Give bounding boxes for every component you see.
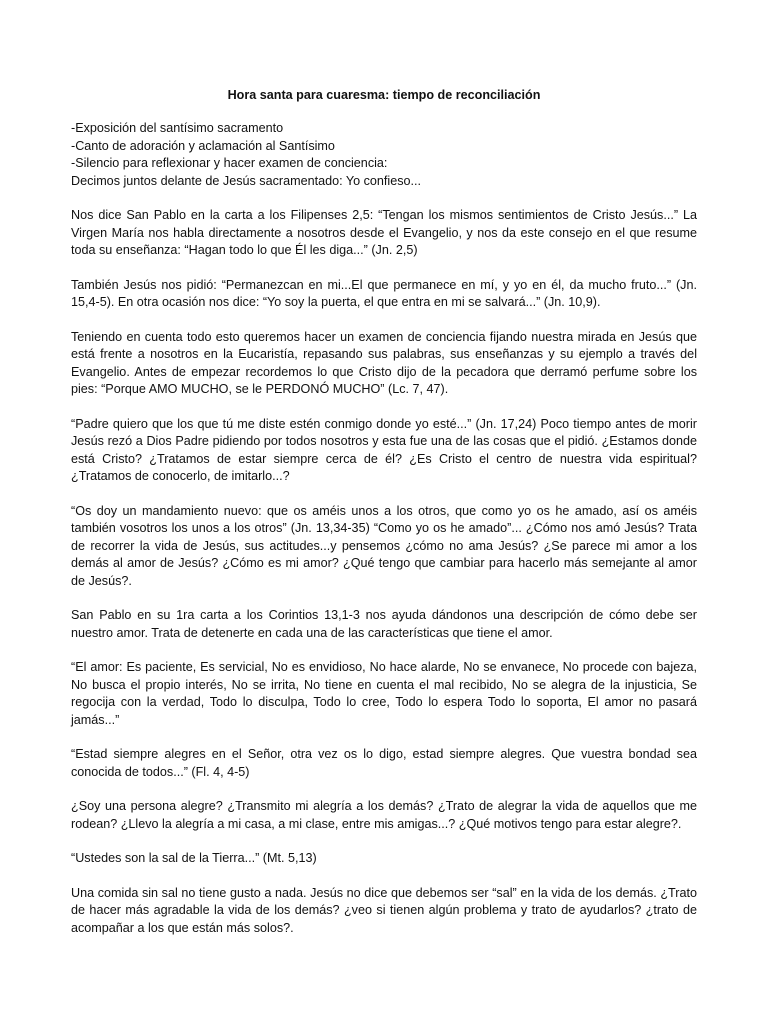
- list-item: -Exposición del santísimo sacramento: [71, 121, 284, 135]
- paragraph: Teniendo en cuenta todo esto queremos hacer un examen de conciencia fijando nuestra mirada en Jesús que está frente a nosotros en la Eucaristía, repasando sus palabras, sus enseñanzas y su ejemplo a través del Evangelio. Antes de empezar recordemos lo que Cristo dijo de la pecadora que derramó perfume sobre los pies: “Porque AMO MUCHO, se le PERDONÓ MUCHO” (Lc. 7, 47).: [71, 329, 697, 396]
- paragraph: Nos dice San Pablo en la carta a los Filipenses 2,5: “Tengan los mismos sentimientos de Cristo Jesús...” La Virgen María nos habla directamente a nosotros desde el Evangelio, y nos da este consejo en el que resume toda su enseñanza: “Hagan todo lo que Él les diga...” (Jn. 2,5): [71, 208, 697, 257]
- document-title: Hora santa para cuaresma: tiempo de reconciliación: [227, 88, 541, 102]
- paragraph: “Estad siempre alegres en el Señor, otra vez os lo digo, estad siempre alegres. Que vuestra bondad sea conocida de todos...” (Fl. 4, 4-5): [71, 747, 697, 779]
- paragraph: “Padre quiero que los que tú me diste estén conmigo donde yo esté...” (Jn. 17,24) Poco tiempo antes de morir Jesús rezó a Dios Padre pidiendo por todos nosotros y esta fue una de las cosas que el pidió. ¿Estamos donde está Cristo? ¿Tratamos de estar siempre cerca de él? ¿Es Cristo el centro de nuestra vida espiritual? ¿Tratamos de conocerlo, de imitarlo...?: [71, 416, 697, 483]
- paragraph: Una comida sin sal no tiene gusto a nada. Jesús no dice que debemos ser “sal” en la vida de los demás. ¿Trato de hacer más agradable la vida de los demás? ¿veo si tienen algún problema y trato de ayudarlos? ¿trato de acompañar a los que están más solos?.: [71, 885, 697, 935]
- paragraph: ¿Soy una persona alegre? ¿Transmito mi alegría a los demás? ¿Trato de alegrar la vida de aquellos que me rodean? ¿Llevo la alegría a mi casa, a mi clase, entre mis amigas...? ¿Qué motivos tengo para estar alegre?.: [71, 799, 697, 831]
- list-item: -Silencio para reflexionar y hacer examen de conciencia:: [71, 156, 388, 170]
- opening-list: [71, 120, 697, 190]
- paragraph: También Jesús nos pidió: “Permanezcan en mi...El que permanece en mí, y yo en él, da mucho fruto...” (Jn. 15,4-5). En otra ocasión nos dice: “Yo soy la puerta, el que entra en mi se salvará...” (Jn. 10,9).: [71, 277, 697, 309]
- paragraph: San Pablo en su 1ra carta a los Corintios 13,1-3 nos ayuda dándonos una descripción de cómo debe ser nuestro amor. Trata de detenerte en cada una de las características que tiene el amor.: [71, 608, 697, 640]
- list-item: -Canto de adoración y aclamación al Santísimo: [71, 138, 335, 153]
- paragraph: “Os doy un mandamiento nuevo: que os améis unos a los otros, que como yo os he amado, así os améis también vosotros los unos a los otros” (Jn. 13,34-35) “Como yo os he amado”... ¿Cómo nos amó Jesús? Trata de recorrer la vida de Jesús, sus actitudes...y pensemos ¿cómo no ama Jesús? ¿Se parece mi amor a los demás al amor de Jesús? ¿Cómo es mi amor? ¿Qué tengo que cambiar para hacerlo más semejante al amor de Jesús?.: [71, 503, 697, 588]
- paragraph: “Ustedes son la sal de la Tierra...” (Mt. 5,13): [71, 851, 317, 865]
- list-item: Decimos juntos delante de Jesús sacramentado: Yo confieso...: [71, 173, 422, 188]
- paragraph: “El amor: Es paciente, Es servicial, No es envidioso, No hace alarde, No se envanece, No procede con bajeza, No busca el propio interés, No se irrita, No tiene en cuenta el mal recibido, No se alegra de la injusticia, Se regocija con la verdad, Todo lo disculpa, Todo lo cree, Todo lo espera Todo lo soporta, El amor no pasará jamás...”: [71, 660, 697, 727]
